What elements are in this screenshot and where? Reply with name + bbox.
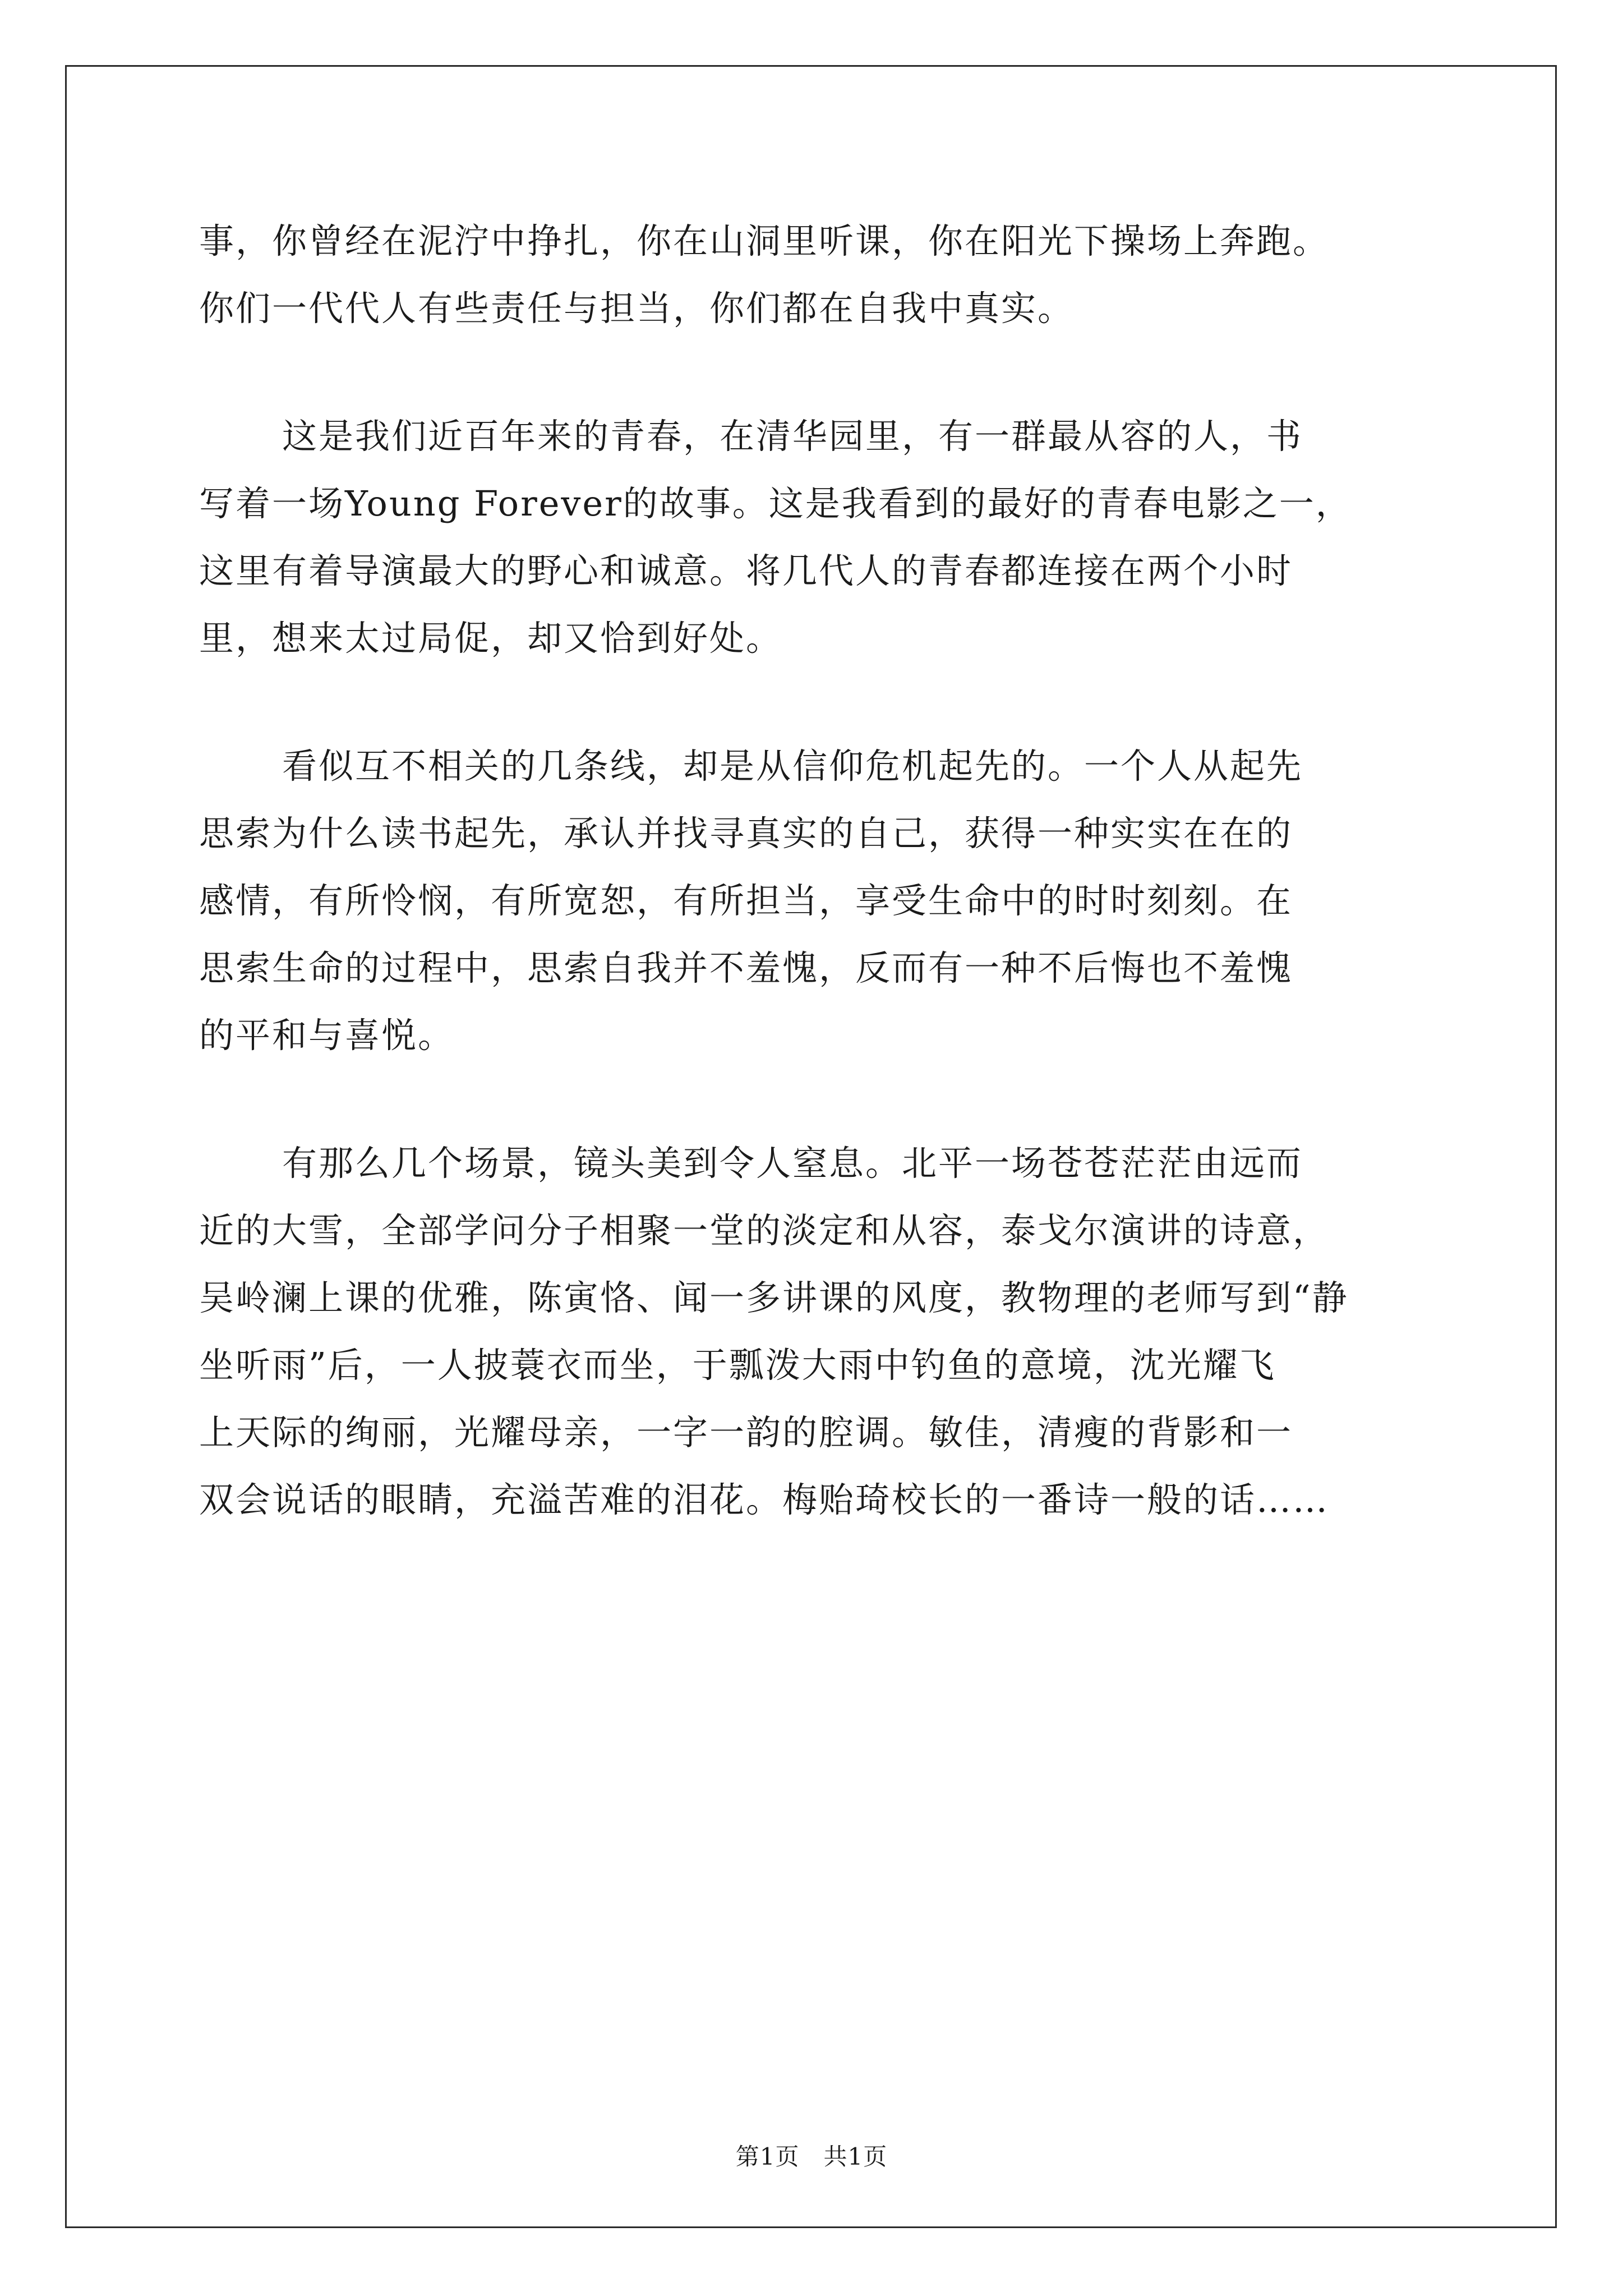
text-line: 双会说话的眼睛，充溢苦难的泪花。梅贻琦校长的一番诗一般的话…… — [199, 1479, 1330, 1520]
document-body — [199, 208, 1455, 1534]
paragraph-1 — [199, 208, 1455, 342]
text-line: 感情，有所怜悯，有所宽恕，有所担当，享受生命中的时时刻刻。在 — [199, 880, 1293, 921]
page-number-footer: 第1页 共1页 — [735, 2143, 888, 2170]
text-line: 有那么几个场景，镜头美到令人窒息。北平一场苍苍茫茫由远而 — [282, 1143, 1303, 1184]
text-line: 这是我们近百年来的青春，在清华园里，有一群最从容的人，书 — [282, 416, 1303, 457]
text-line: 坐听雨”后，一人披蓑衣而坐，于瓢泼大雨中钓鱼的意境，沈光耀飞 — [199, 1345, 1276, 1386]
paragraph-3 — [199, 733, 1455, 1069]
text-line: 里，想来太过局促，却又恰到好处。 — [199, 618, 783, 659]
text-line: 吴岭澜上课的优雅，陈寅恪、闻一多讲课的风度，教物理的老师写到“静 — [199, 1277, 1349, 1318]
paragraph-2 — [199, 403, 1455, 672]
text-line: 思索生命的过程中，思索自我并不羞愧，反而有一种不后悔也不羞愧 — [199, 947, 1293, 988]
text-line: 写着一场Young Forever的故事。这是我看到的最好的青春电影之一， — [199, 483, 1352, 524]
text-line: 上天际的绚丽，光耀母亲，一字一韵的腔调。敏佳，清瘦的背影和一 — [199, 1412, 1293, 1453]
paragraph-4 — [199, 1130, 1455, 1534]
text-line: 思索为什么读书起先，承认并找寻真实的自己，获得一种实实在在的 — [199, 813, 1293, 854]
text-line: 你们一代代人有些责任与担当，你们都在自我中真实。 — [199, 288, 1075, 329]
text-line: 近的大雪，全部学问分子相聚一堂的淡定和从容，泰戈尔演讲的诗意， — [199, 1210, 1330, 1251]
text-line: 的平和与喜悦。 — [199, 1015, 455, 1056]
text-line: 事，你曾经在泥泞中挣扎，你在山洞里听课，你在阳光下操场上奔跑。 — [199, 220, 1330, 261]
text-line: 这里有着导演最大的野心和诚意。将几代人的青春都连接在两个小时 — [199, 550, 1293, 591]
text-line: 看似互不相关的几条线，却是从信仰危机起先的。一个人从起先 — [282, 746, 1303, 786]
